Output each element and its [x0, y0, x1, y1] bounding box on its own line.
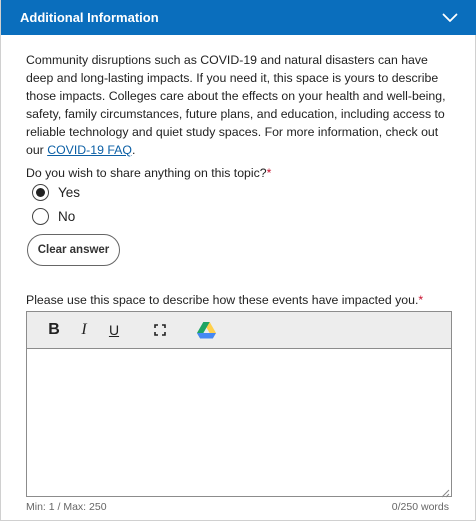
intro-paragraph	[26, 51, 456, 159]
share-question-label	[26, 166, 271, 180]
underline-button[interactable]: U	[108, 322, 120, 338]
clear-answer-button[interactable]: Clear answer	[27, 234, 120, 266]
impact-question-text: Please use this space to describe how these events have impacted you.	[26, 293, 419, 307]
section-header[interactable]	[1, 0, 476, 35]
rich-text-editor	[26, 311, 452, 497]
resize-handle-icon[interactable]	[440, 485, 450, 495]
intro-text: Community disruptions such as COVID-19 and natural disasters can have deep and long-lasting impacts. If you need it, this space is yours to describe those impacts. Colleges care about the effects on your health and well-being, safety, family circumstances, future plans, and education, including access to reliable technology and quiet study spaces. For more information, check out our	[26, 53, 446, 157]
bold-button[interactable]: B	[48, 321, 60, 338]
chevron-down-icon[interactable]	[441, 9, 459, 27]
radio-no-button[interactable]	[32, 208, 49, 225]
radio-yes-label[interactable]: Yes	[58, 185, 81, 200]
share-question-text: Do you wish to share anything on this topic?	[26, 166, 267, 180]
required-asterisk: *	[266, 166, 272, 180]
radio-selected-dot	[36, 188, 45, 197]
impact-textarea[interactable]	[27, 349, 451, 496]
editor-toolbar	[27, 312, 451, 349]
required-asterisk: *	[418, 293, 424, 307]
fullscreen-icon[interactable]	[145, 317, 175, 343]
impact-question-label	[26, 293, 423, 307]
radio-yes-button[interactable]	[32, 184, 49, 201]
radio-option-yes[interactable]	[32, 184, 80, 201]
section-title: Additional Information	[20, 10, 159, 25]
intro-trailing: .	[131, 143, 136, 157]
radio-no-label[interactable]: No	[58, 209, 76, 224]
word-limits: Min: 1 / Max: 250	[26, 501, 107, 513]
google-drive-icon[interactable]	[191, 317, 221, 343]
covid-faq-link[interactable]: COVID-19 FAQ	[47, 143, 132, 157]
word-counter: 0/250 words	[391, 501, 449, 513]
italic-button[interactable]: I	[81, 321, 87, 338]
radio-option-no[interactable]	[32, 208, 75, 225]
